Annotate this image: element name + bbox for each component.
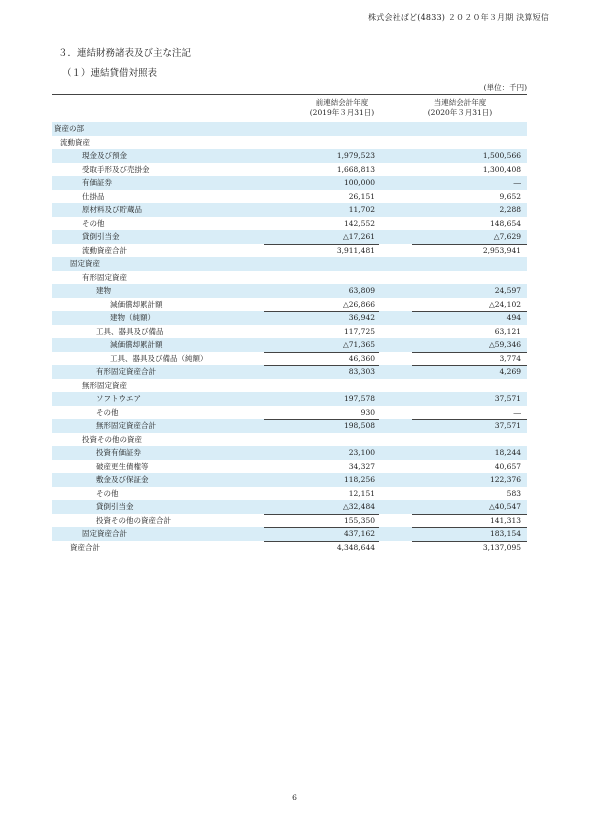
row-label: 投資その他の資産: [82, 434, 142, 444]
row-label: 有形固定資産合計: [96, 367, 156, 376]
row-label: 流動資産: [60, 137, 90, 147]
prev-period-value: 46,360: [349, 352, 375, 366]
curr-period-value: 141,313: [490, 514, 521, 528]
prev-period-value: 100,000: [343, 178, 375, 187]
prev-period-value: 63,809: [348, 286, 375, 295]
curr-period-value: △24,102: [488, 299, 521, 309]
prev-period-value: 3,911,481: [337, 244, 375, 258]
curr-period-value: 3,137,095: [483, 541, 521, 555]
prev-period-value: 4,348,644: [337, 541, 375, 555]
column-header: [52, 94, 527, 123]
table-row: [52, 176, 527, 190]
table-row: [52, 446, 527, 460]
curr-period-value: ―: [513, 178, 521, 187]
prev-period-title: 前連結会計年度: [315, 98, 369, 107]
curr-period-value: 1,500,566: [482, 151, 521, 160]
row-label: その他: [96, 407, 119, 417]
row-label: 無形固定資産合計: [96, 421, 156, 430]
table-row: [52, 473, 527, 487]
prev-period-value: 117,725: [343, 326, 375, 336]
prev-period-value: 197,578: [343, 394, 375, 403]
curr-period-date: (2020年３月31日): [427, 108, 493, 117]
table-row: [52, 379, 527, 393]
table-row: [52, 230, 527, 244]
prev-period-value: △32,484: [342, 502, 375, 511]
table-row: [52, 392, 527, 406]
page-number: 6: [292, 793, 297, 802]
prev-period-value: 12,151: [348, 488, 375, 498]
table-row: [52, 190, 527, 204]
table-row: [52, 487, 527, 501]
table-row: [52, 122, 527, 136]
prev-period-value: 155,350: [344, 514, 375, 528]
table-row: [52, 338, 527, 352]
table-row: [52, 406, 527, 420]
table-row: [52, 284, 527, 298]
subsection-title: （１）連結貸借対照表: [62, 68, 158, 79]
row-label: 仕掛品: [82, 191, 105, 201]
curr-period-header: [414, 98, 506, 118]
row-label: 投資有価証券: [96, 448, 141, 457]
table-row: [52, 257, 527, 271]
table-row: [52, 541, 527, 555]
row-label: 現金及び預金: [82, 151, 127, 160]
table-row: [52, 365, 527, 379]
row-label: 工具、器具及び備品: [96, 326, 164, 336]
row-label: 資産合計: [70, 542, 100, 552]
curr-period-value: 40,657: [494, 461, 521, 471]
curr-period-value: 9,652: [499, 191, 521, 201]
table-row: [52, 163, 527, 177]
table-row: [52, 203, 527, 217]
curr-period-value: 37,571: [495, 419, 521, 433]
unit-label: (単位：千円): [483, 83, 527, 92]
row-label: 工具、器具及び備品（純額）: [110, 353, 208, 363]
row-label: その他: [82, 218, 105, 228]
curr-period-value: △40,547: [488, 502, 521, 511]
prev-period-value: 26,151: [348, 191, 375, 201]
prev-period-value: 118,256: [343, 475, 375, 484]
prev-period-value: 11,702: [348, 205, 375, 214]
curr-period-value: △7,629: [493, 232, 521, 241]
row-label: 固定資産: [70, 259, 100, 268]
curr-period-value: 183,154: [490, 527, 521, 541]
section-title: ３．連結財務諸表及び主な注記: [58, 48, 192, 59]
prev-period-value: 142,552: [343, 218, 375, 228]
prev-period-header: [296, 98, 388, 118]
table-row: [52, 514, 527, 528]
row-label: 貸倒引当金: [96, 502, 134, 511]
table-row: [52, 433, 527, 447]
row-label: 建物: [96, 286, 111, 295]
table-row: [52, 460, 527, 474]
curr-period-value: 4,269: [500, 365, 521, 379]
document-header: 株式会社ぱど(4833) ２０２０年３月期 決算短信: [368, 13, 549, 22]
table-row: [52, 149, 527, 163]
row-label: 有形固定資産: [82, 272, 127, 282]
table-row: [52, 419, 527, 433]
curr-period-value: 63,121: [494, 326, 521, 336]
curr-period-value: △59,346: [488, 340, 521, 349]
row-label: 減価償却累計額: [110, 299, 163, 309]
curr-period-value: 3,774: [500, 352, 521, 366]
balance-sheet-table: [52, 122, 527, 554]
table-row: [52, 217, 527, 231]
curr-period-value: 583: [506, 488, 521, 498]
table-row: [52, 325, 527, 339]
row-label: 原材料及び貯蔵品: [82, 205, 142, 214]
row-label: 建物（純額）: [110, 313, 155, 322]
row-label: 投資その他の資産合計: [96, 515, 171, 525]
prev-period-value: 198,508: [344, 419, 375, 433]
row-label: 流動資産合計: [82, 245, 127, 255]
row-label: 固定資産合計: [82, 529, 127, 538]
prev-period-value: △71,365: [342, 340, 375, 349]
prev-period-value: 83,303: [349, 365, 375, 379]
curr-period-value: 24,597: [494, 286, 521, 295]
row-label: 減価償却累計額: [110, 340, 163, 349]
table-row: [52, 352, 527, 366]
row-label: 受取手形及び売掛金: [82, 164, 150, 174]
curr-period-value: 37,571: [494, 394, 521, 403]
curr-period-value: 148,654: [489, 218, 521, 228]
row-label: 敷金及び保証金: [96, 475, 149, 484]
prev-period-value: △17,261: [342, 232, 375, 241]
curr-period-value: ―: [513, 407, 521, 417]
row-label: 破産更生債権等: [96, 461, 149, 471]
row-label: 無形固定資産: [82, 380, 127, 390]
row-label: 資産の部: [54, 124, 84, 133]
prev-period-date: (2019年３月31日): [309, 108, 375, 117]
curr-period-value: 494: [507, 311, 521, 325]
curr-period-value: 18,244: [494, 448, 521, 457]
table-row: [52, 271, 527, 285]
prev-period-value: 1,979,523: [336, 151, 375, 160]
prev-period-value: 930: [360, 407, 375, 417]
row-label: その他: [96, 488, 119, 498]
table-row: [52, 244, 527, 258]
prev-period-value: 36,942: [349, 311, 375, 325]
table-row: [52, 500, 527, 514]
prev-period-value: 1,668,813: [336, 164, 375, 174]
prev-period-value: 23,100: [348, 448, 375, 457]
curr-period-title: 当連結会計年度: [433, 98, 487, 107]
table-row: [52, 527, 527, 541]
table-row: [52, 136, 527, 150]
row-label: 有価証券: [82, 178, 112, 187]
row-label: ソフトウエア: [96, 394, 141, 403]
prev-period-value: △26,866: [342, 299, 375, 309]
row-label: 貸倒引当金: [82, 232, 120, 241]
table-row: [52, 311, 527, 325]
curr-period-value: 2,953,941: [483, 244, 521, 258]
prev-period-value: 437,162: [344, 527, 375, 541]
curr-period-value: 1,300,408: [482, 164, 521, 174]
curr-period-value: 2,288: [499, 205, 521, 214]
table-row: [52, 298, 527, 312]
curr-period-value: 122,376: [489, 475, 521, 484]
prev-period-value: 34,327: [348, 461, 375, 471]
